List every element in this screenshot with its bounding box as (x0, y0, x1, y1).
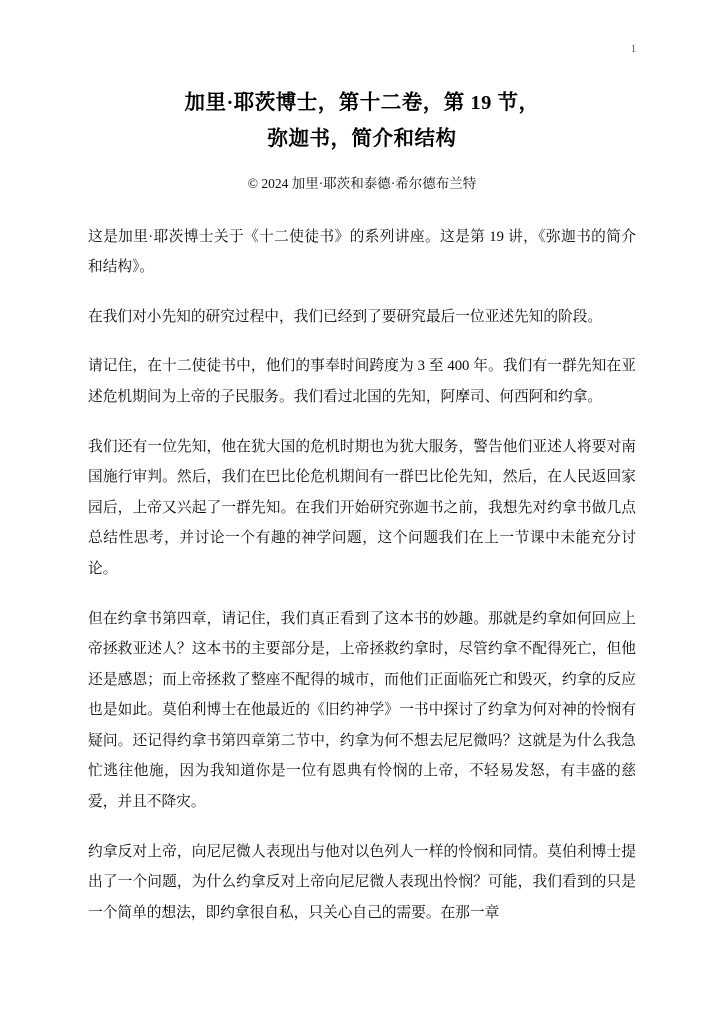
paragraph: 我们还有一位先知，他在犹大国的危机时期也为犹大服务，警告他们亚述人将要对南国施行审判。然后，我们在巴比伦危机期间有一群巴比伦先知，然后，在人民返回家园后，上帝又兴起了一群先知。在我们开始研究弥迦书之前，我想先对约拿书做几点总结性思考，并讨论一个有趣的神学问题，这个问题我们在上一节课中未能充分讨论。 (88, 438, 636, 577)
paragraph: 请记住，在十二使徒书中，他们的事奉时间跨度为 3 至 400 年。我们有一群先知在亚述危机期间为上帝的子民服务。我们看过北国的先知，阿摩司、何西阿和约拿。 (88, 358, 636, 406)
page-title-line-1: 加里·耶茨博士，第十二卷，第 19 节， (184, 92, 540, 114)
copyright-notice: © 2024 加里·耶茨和泰德·希尔德布兰特 (247, 175, 477, 191)
paragraph: 在我们对小先知的研究过程中，我们已经到了要研究最后一位亚述先知的阶段。 (88, 308, 603, 325)
paragraph: 约拿反对上帝，向尼尼微人表现出与他对以色列人一样的怜悯和同情。莫伯利博士提出了一个问题，为什么约拿反对上帝向尼尼微人表现出怜悯？可能，我们看到的只是一个简单的想法，即约拿很自私，只关心自己的需要。在那一章 (88, 843, 636, 921)
paragraph: 但在约拿书第四章，请记住，我们真正看到了这本书的妙趣。那就是约拿如何回应上帝拯救亚述人？这本书的主要部分是，上帝拯救约拿时，尽管约拿不配得死亡，但他还是感恩；而上帝拯救了整座不配得的城市，而他们正面临死亡和毁灭，约拿的反应也是如此。莫伯利博士在他最近的《旧约神学》一书中探讨了约拿为何对神的怜悯有疑问。还记得约拿书第四章第二节中，约拿为何不想去尼尼微吗？这就是为什么我急忙逃往他施，因为我知道你是一位有恩典有怜悯的上帝，不轻易发怒，有丰盛的慈爱，并且不降灾。 (88, 610, 636, 810)
body-text (88, 222, 636, 929)
page-title-line-2: 弥迦书，简介和结构 (267, 127, 457, 150)
page-title (88, 86, 636, 158)
paragraph: 这是加里·耶茨博士关于《十二使徒书》的系列讲座。这是第 19 讲，《弥迦书的简介和结构》。 (88, 228, 636, 276)
page-number: 1 (631, 44, 636, 55)
